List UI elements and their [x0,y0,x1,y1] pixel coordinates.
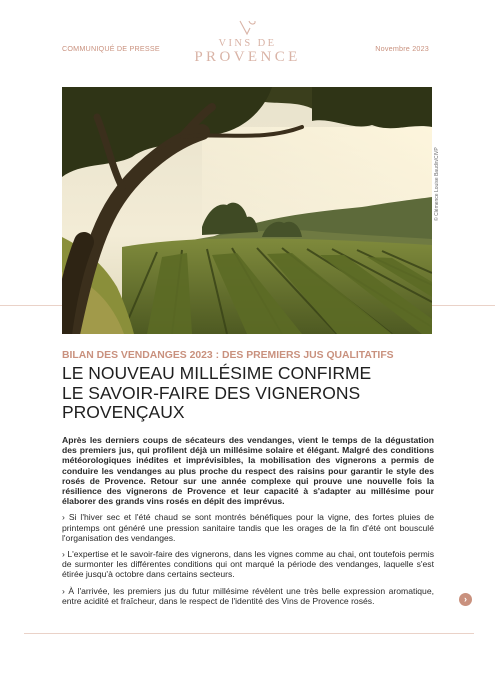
bullet-item-2: › L'expertise et le savoir-faire des vignerons, dans les vignes comme au chai, ont toutefois permis de surmonter les différentes conditions qui ont marqué la période des vendanges, laquelle s'est étirée jusqu'à octobre dans certains secteurs. [62,549,434,580]
article-body [62,435,434,612]
article-headline [62,364,452,423]
headline-line-2: LE SAVOIR-FAIRE DES VIGNERONS [62,382,361,403]
vineyard-photo [62,87,432,334]
bullet-item-3: › À l'arrivée, les premiers jus du futur millésime révèlent une très belle expression aromatique, entre acidité et fraîcheur, dans le respect de l'identité des Vins de Provence rosés. [62,585,434,606]
next-page-button[interactable] [459,593,472,606]
logo-glass-icon [237,20,259,36]
headline-line-1: LE NOUVEAU MILLÉSIME CONFIRME [62,363,372,383]
logo-line-1: VINS DE [218,38,277,49]
brand-logo [0,20,495,65]
header-left-label: COMMUNIQUÉ DE PRESSE [62,44,160,53]
bullet-item-1: › Si l'hiver sec et l'été chaud se sont montrés bénéfiques pour la vigne, des fortes pluies de printemps ont généré une pression sanitaire tandis que les orages de la fin d'été ont bousculé l'organisation des vendanges. [62,512,434,543]
headline-line-3: PROVENÇAUX [62,402,185,422]
photo-credit: © Clémence Louise Baudin/CIVP [434,147,440,221]
chevron-right-icon: › [464,594,467,604]
article-intro: Après les derniers coups de sécateurs des vendanges, vient le temps de la dégustation des premiers jus, qui profilent déjà un millésime solaire et élégant. Malgré des conditions météorologiques inédites et imprévisibles, la mobilisation des vignerons a permis de conduire les vendanges au plus proche du respect des raisins pour garantir le style des rosés de Provence. Retour sur une année complexe qui prouve une nouvelle fois la résilience des vignerons de Provence et leur capacité à s'adapter au millésime pour élaborer des grands vins rosés en dépit des imprévus. [62,435,434,507]
article-kicker: BILAN DES VENDANGES 2023 : DES PREMIERS JUS QUALITATIFS [62,350,394,361]
bottom-divider [24,633,474,634]
vineyard-illustration [62,87,432,334]
header-right-date: Novembre 2023 [375,44,429,53]
logo-line-2: PROVENCE [194,49,301,65]
